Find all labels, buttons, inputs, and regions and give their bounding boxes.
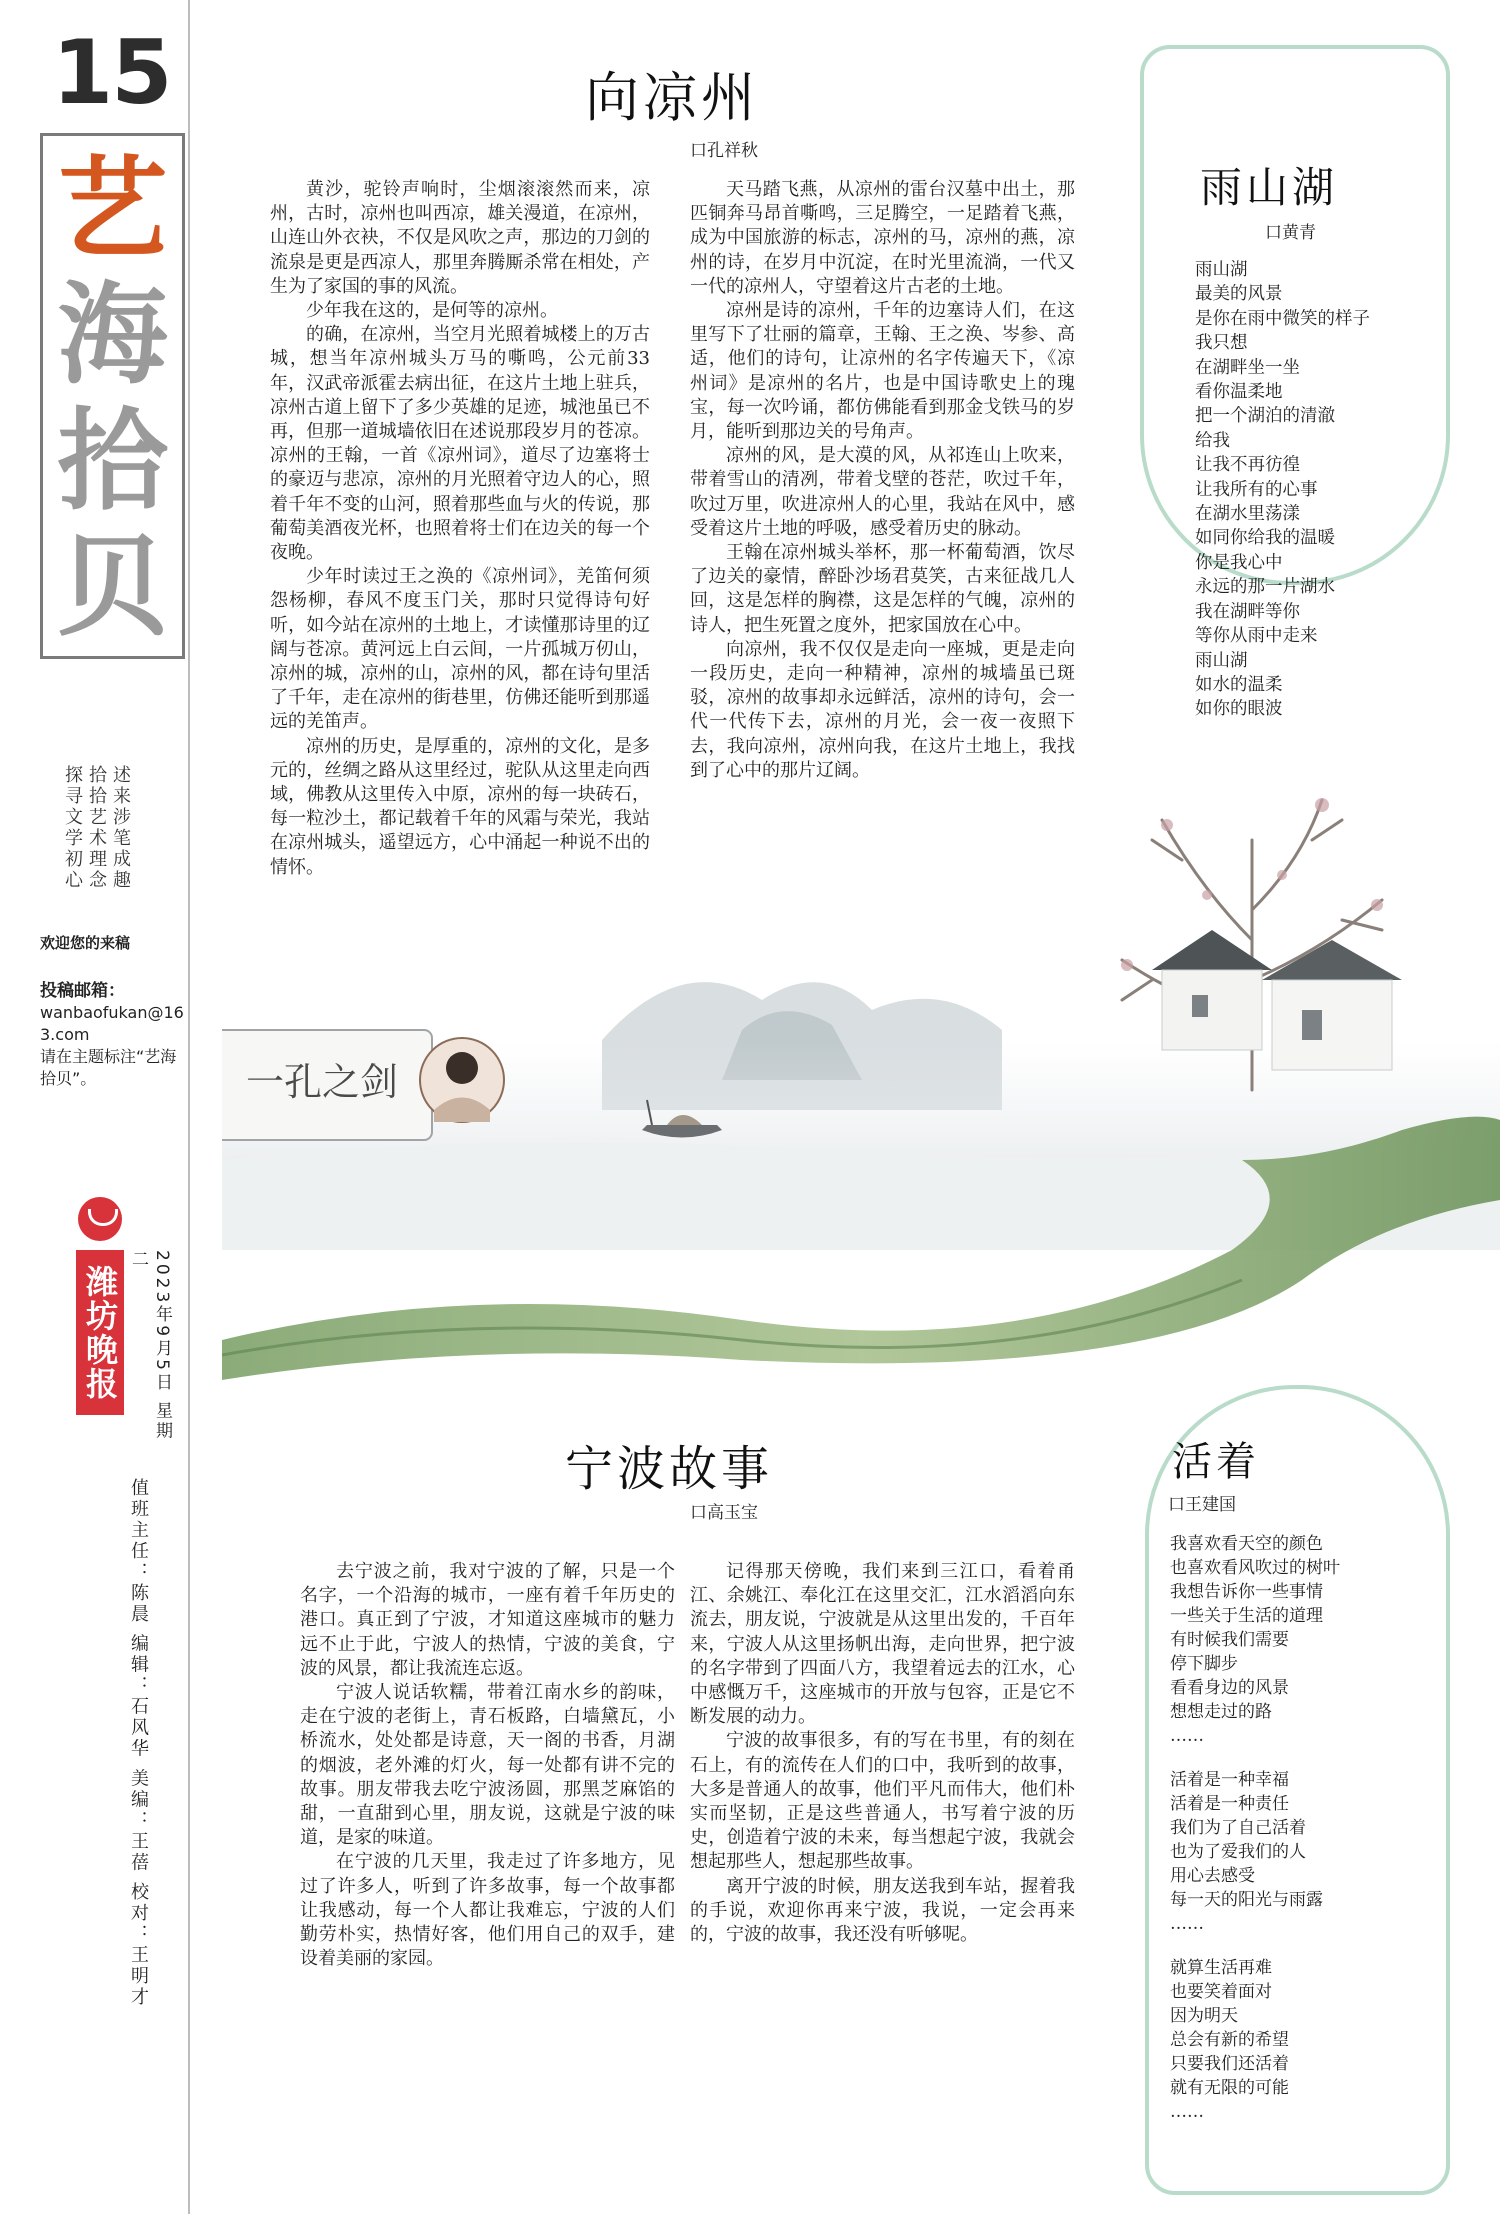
poem-stanza — [1170, 1768, 1422, 1936]
paragraph: 宁波人说话软糯，带着江南水乡的韵味，走在宁波的老街上，青石板路，白墙黛瓦，小桥流水，处处都是诗意，天一阁的书香，月湖的烟波，老外滩的灯火，每一处都有讲不完的故事。朋友带我去吃宁波汤圆，那黑芝麻馅的甜，一直甜到心里，朋友说，这就是宁波的味道，是家的味道。 — [300, 1682, 675, 1849]
paragraph: 王翰在凉州城头举杯，那一杯葡萄酒，饮尽了边关的豪情，醉卧沙场君莫笑，古来征战几人回，这是怎样的胸襟，这是怎样的气魄，凉州的诗人，把生死置之度外，把家国放在心中。 — [690, 542, 1075, 636]
poem-line: 就算生活再难 — [1170, 1958, 1272, 1978]
submission-note: 请在主题标注“艺海拾贝”。 — [40, 1047, 177, 1088]
paragraph: 向凉州，我不仅仅是走向一座城，更是走向一段历史，走向一种精神，凉州的城墙虽已斑驳，凉州的故事却永远鲜活，凉州的诗句，会一代一代传下去，凉州的月光，会一夜一夜照下去，我向凉州，凉州向我，在这片土地上，我找到了心中的那片辽阔。 — [690, 638, 1075, 781]
poem-line: 活着是一种幸福 — [1170, 1770, 1289, 1790]
paragraph: 少年我在这的，是何等的凉州。 — [306, 300, 558, 322]
newspaper-logo-icon — [78, 1197, 122, 1241]
poem-line: 就有无限的可能 — [1170, 2078, 1289, 2098]
poem-line: 我们为了自己活着 — [1170, 1818, 1306, 1838]
poem-line: …… — [1170, 2102, 1204, 2122]
poem-title: 雨山湖 — [1200, 163, 1339, 212]
art-signature: 一孔之剑 — [245, 1060, 399, 1104]
submission-info — [40, 980, 190, 1090]
poem-line: 等你从雨中走来 — [1195, 626, 1318, 647]
poem-title: 活着 — [1172, 1439, 1260, 1485]
poem-line: 把一个湖泊的清澈 — [1195, 406, 1335, 427]
poem-stanza — [1170, 1956, 1422, 2124]
poem-line: 如水的温柔 — [1195, 674, 1283, 695]
paragraph: 宁波的故事很多，有的写在书里，有的刻在石上，有的流传在人们的口中，我听到的故事，大多是普通人的故事，他们平凡而伟大，他们朴实而坚韧，正是这些普通人，书写着宁波的历史，创造着宁波的未来，每当想起宁波，我就会想起那些人，想起那些故事。 — [690, 1730, 1075, 1873]
paragraph: 在宁波的几天里，我走过了许多地方，见过了许多人，听到了许多故事，每一个故事都让我感动，每一个人都让我难忘，宁波的人们勤劳朴实，热情好客，他们用自己的双手，建设着美丽的家园。 — [300, 1851, 675, 1970]
poem-line: 在湖水里荡漾 — [1195, 504, 1300, 525]
newspaper-name: 潍坊晚报 — [76, 1250, 124, 1415]
staff-credits: 值班主任：陈晨 编辑：石风华 美编：王蓓 校对：王明才 — [128, 1478, 149, 2009]
section-title-box — [40, 133, 185, 659]
section-title-char: 贝 — [57, 522, 168, 651]
paragraph: 的确，在凉州，当空月光照着城楼上的万古城，想当年凉州城头万马的嘶鸣，公元前33年，汉武帝派霍去病出征，在这片土地上驻兵，凉州古道上留下了多少英雄的足迹，城池虽已不再，但那一道城墙依旧在述说那段岁月的苍凉。凉州的王翰，一首《凉州词》，道尽了边塞将士的豪迈与悲凉，凉州的月光照着守边人的心，照着千年不变的山河，照着那些血与火的传说，那葡萄美酒夜光杯，也照着将士们在边关的每一个夜晚。 — [270, 324, 650, 564]
poem-line: 每一天的阳光与雨露 — [1170, 1890, 1323, 1910]
poem-line: 有时候我们需要 — [1170, 1630, 1289, 1650]
poem-line: 是你在雨中微笑的样子 — [1195, 308, 1370, 329]
poem-line: 一些关于生活的道理 — [1170, 1606, 1323, 1626]
poem-line: 也要笑着面对 — [1170, 1982, 1272, 2002]
poem-body — [1170, 1532, 1422, 2144]
poem-body — [1195, 258, 1435, 722]
paragraph: 凉州的风，是大漠的风，从祁连山上吹来，带着雪山的清冽，带着戈壁的苍茫，吹过千年，吹过万里，吹进凉州人的心里，我站在风中，感受着这片土地的呼吸，感受着历史的脉动。 — [690, 445, 1075, 539]
poem-line: 在湖畔坐一坐 — [1195, 357, 1300, 378]
poem-line: 你是我心中 — [1195, 552, 1283, 573]
page-number: 15 — [52, 21, 171, 124]
poem-line: 雨山湖 — [1195, 650, 1248, 671]
poem-byline: 口黄青 — [1265, 223, 1316, 243]
section-title-char: 艺 — [57, 144, 168, 273]
article-column — [690, 1560, 1075, 2192]
poem-line: 因为明天 — [1170, 2006, 1238, 2026]
poem-line: …… — [1170, 1914, 1204, 1934]
poem-byline: 口王建国 — [1168, 1495, 1236, 1515]
section-title-char: 拾 — [57, 396, 168, 525]
paragraph: 离开宁波的时候，朋友送我到车站，握着我的手说，欢迎你再来宁波，我说，一定会再来的，宁波的故事，我还没有听够呢。 — [690, 1875, 1075, 1946]
poem-line: 最美的风景 — [1195, 284, 1283, 305]
welcome-text: 欢迎您的来稿 — [40, 934, 131, 952]
paragraph: 凉州是诗的凉州，千年的边塞诗人们，在这里写下了壮丽的篇章，王翰、王之涣、岑参、高适，他们的诗句，让凉州的名字传遍天下，《凉州词》是凉州的名片，也是中国诗歌史上的瑰宝，每一次吟诵，都仿佛能看到那金戈铁马的岁月，能听到那边关的号角声。 — [690, 300, 1075, 443]
poem-line: …… — [1170, 1726, 1204, 1746]
paragraph: 凉州的历史，是厚重的，凉州的文化，是多元的，丝绸之路从这里经过，驼队从这里走向西域，佛教从这里传入中原，凉州的每一块砖石，每一粒沙土，都记载着千年的风霜与荣光，我站在凉州城头，遥望远方，心中涌起一种说不出的情怀。 — [270, 735, 650, 878]
article-title: 宁波故事 — [565, 1441, 774, 1497]
section-title-char: 海 — [57, 270, 168, 399]
poem-line: 雨山湖 — [1195, 260, 1248, 280]
poem-line: 我喜欢看天空的颜色 — [1170, 1534, 1323, 1554]
issue-date: 2023年9月5日 星期二 — [128, 1250, 172, 1442]
poem-line: 只要我们还活着 — [1170, 2054, 1289, 2074]
poem-line: 用心去感受 — [1170, 1866, 1255, 1886]
poem-line: 看看身边的风景 — [1170, 1678, 1289, 1698]
poem-line: 我想告诉你一些事情 — [1170, 1582, 1323, 1602]
poem-line: 看你温柔地 — [1195, 382, 1283, 403]
poem-stanza — [1170, 1532, 1422, 1748]
poem-line: 我在湖畔等你 — [1195, 601, 1300, 622]
landscape-illustration — [222, 780, 1500, 1380]
poem-line: 想想走过的路 — [1170, 1702, 1272, 1722]
poem-line: 如同你给我的温暖 — [1195, 528, 1335, 549]
paragraph: 天马踏飞燕，从凉州的雷台汉墓中出土，那匹铜奔马昂首嘶鸣，三足腾空，一足踏着飞燕，成为中国旅游的标志，凉州的马，凉州的燕，凉州的诗，在岁月中沉淀，在时光里流淌，一代又一代的凉州人，守望着这片古老的土地。 — [690, 179, 1075, 297]
poem-line: 也喜欢看风吹过的树叶 — [1170, 1558, 1340, 1578]
poem-line: 给我 — [1195, 430, 1230, 451]
paragraph: 少年时读过王之涣的《凉州词》，羌笛何须怨杨柳，春风不度玉门关，那时只觉得诗句好听，如今站在凉州的土地上，才读懂那诗里的辽阔与苍凉。黄河远上白云间，一片孤城万仞山，凉州的城，凉州的山，凉州的风，都在诗句里活了千年，走在凉州的街巷里，仿佛还能听到那遥远的羌笛声。 — [270, 566, 650, 733]
poem-line: 总会有新的希望 — [1170, 2030, 1289, 2050]
poem-line: 我只想 — [1195, 333, 1248, 354]
poem-line: 停下脚步 — [1170, 1654, 1238, 1674]
article-title: 向凉州 — [585, 66, 759, 129]
article-byline: 口高玉宝 — [690, 1503, 758, 1523]
submission-label: 投稿邮箱： — [40, 981, 125, 1001]
poem-line: 让我不再彷徨 — [1195, 455, 1300, 476]
article-byline: 口孔祥秋 — [690, 141, 758, 161]
poem-line: 永远的那一片湖水 — [1195, 577, 1335, 598]
paragraph: 记得那天傍晚，我们来到三江口，看着甬江、余姚江、奉化江在这里交汇，江水滔滔向东流去，朋友说，宁波就是从这里出发的，千百年来，宁波人从这里扬帆出海，走向世界，把宁波的名字带到了四面八方，我望着远去的江水，心中感慨万千，这座城市的开放与包容，正是它不断发展的动力。 — [690, 1561, 1075, 1728]
paragraph: 黄沙，驼铃声响时，尘烟滚滚然而来，凉州，古时，凉州也叫西凉，雄关漫道，在凉州，山连山外衣袂，不仅是风吹之声，那边的刀剑的流泉是更是西凉人，那里奔腾厮杀常在相处，产生为了家国的事的风流。 — [270, 179, 650, 297]
left-rail-divider — [188, 0, 190, 2214]
paragraph: 去宁波之前，我对宁波的了解，只是一个名字，一个沿海的城市，一座有着千年历史的港口。真正到了宁波，才知道这座城市的魅力远不止于此，宁波人的热情，宁波的美食，宁波的风景，都让我流连忘返。 — [300, 1561, 675, 1679]
submission-email[interactable]: wanbaofukan@163.com — [40, 1003, 184, 1044]
article-column — [300, 1560, 675, 2192]
poem-line: 让我所有的心事 — [1195, 479, 1318, 500]
poem-line: 也为了爱我们的人 — [1170, 1842, 1306, 1862]
poem-line: 活着是一种责任 — [1170, 1794, 1289, 1814]
poem-line: 如你的眼波 — [1195, 699, 1283, 720]
section-motto: 述来涉笔成趣 拾拾艺术理念 探寻文学初心 — [62, 765, 131, 891]
